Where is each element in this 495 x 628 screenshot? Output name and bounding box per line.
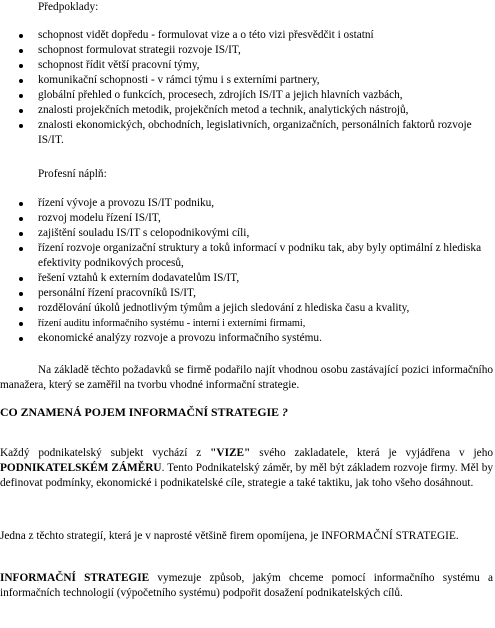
list-item: rozdělování úkolů jednotlivým týmům a jejich sledování z hlediska času a kvality, — [0, 301, 495, 316]
profesni-title: Profesní náplň: — [38, 168, 107, 180]
bullet-icon — [19, 79, 23, 83]
bullet-icon — [19, 292, 23, 296]
bullet-icon — [19, 49, 23, 53]
list-item: řízení rozvoje organizační struktury a toků informací v podniku tak, aby byly optimální z hlediska efektivity podnikových procesů, — [0, 241, 495, 271]
list-item: řízení vývoje a provozu IS/IT podniku, — [0, 196, 495, 211]
profesni-list — [0, 196, 495, 346]
list-item: znalosti projekčních metodik, projekčních metod a technik, analytických nástrojů, — [0, 103, 495, 118]
bullet-icon — [19, 232, 23, 236]
list-item: schopnost vidět dopředu - formulovat vize a o této vizi přesvědčit i ostatní — [0, 28, 495, 43]
bullet-icon — [19, 94, 23, 98]
paragraph-zaklade: Na základě těchto požadavků se firmě podařilo najít vhodnou osobu zastávající pozici informačního manažera, který se zaměřil na tvorbu vhodné informační strategie. — [0, 364, 493, 391]
bullet-icon — [19, 124, 23, 128]
list-item: schopnost řídit větší pracovní týmy, — [0, 58, 495, 73]
bullet-icon — [19, 64, 23, 68]
list-item: ekonomické analýzy rozvoje a provozu informačního systému. — [0, 331, 495, 346]
predpoklady-list — [0, 28, 495, 148]
section-heading: CO ZNAMENÁ POJEM INFORMAČNÍ STRATEGIE ? — [0, 405, 288, 419]
list-item: globální přehled o funkcích, procesech, zdrojích IS/IT a jejich hlavních vazbách, — [0, 88, 495, 103]
bullet-icon — [19, 277, 23, 281]
predpoklady-title: Předpoklady: — [38, 1, 99, 13]
bullet-icon — [19, 202, 23, 206]
list-item: rozvoj modelu řízení IS/IT, — [0, 211, 495, 226]
bullet-icon — [19, 337, 23, 341]
bullet-icon — [19, 307, 23, 311]
list-item: schopnost formulovat strategii rozvoje IS/IT, — [0, 43, 495, 58]
bullet-icon — [19, 34, 23, 38]
paragraph-vize: Každý podnikatelský subjekt vychází z "VIZE" svého zakladatele, která je vyjádřena v jeho PODNIKATELSKÉM ZÁMĚRU. Tento Podnikatelský záměr, by měl být základem rozvoje firmy. Měl by definovat podmínky, ekonomické i podnikatelské cíle, strategie a také taktiku, jak toho všeho dosáhnout. — [0, 447, 494, 489]
list-item: řízení auditu informačního systému - interní i externími firmami, — [0, 316, 495, 331]
bullet-icon — [19, 109, 23, 113]
list-item: znalosti ekonomických, obchodních, legislativních, organizačních, personálních faktorů rozvoje IS/IT. — [0, 118, 495, 148]
bullet-icon — [19, 322, 23, 326]
bullet-icon — [19, 247, 23, 251]
list-item: personální řízení pracovníků IS/IT, — [0, 286, 495, 301]
paragraph-strategie: Jedna z těchto strategií, která je v naprosté většině firem opomíjena, je INFORMAČNÍ STRATEGIE. — [0, 530, 459, 542]
paragraph-informacni-strategie: INFORMAČNÍ STRATEGIE vymezuje způsob, jakým chceme pomocí informačního systému a informačních technologií (výpočetního systému) podpořit dosažení podnikatelských cílů. — [0, 572, 494, 599]
list-item: zajištění souladu IS/IT s celopodnikovými cíli, — [0, 226, 495, 241]
list-item: komunikační schopnosti - v rámci týmu i s externími partnery, — [0, 73, 495, 88]
bullet-icon — [19, 217, 23, 221]
list-item: řešení vztahů k externím dodavatelům IS/IT, — [0, 271, 495, 286]
